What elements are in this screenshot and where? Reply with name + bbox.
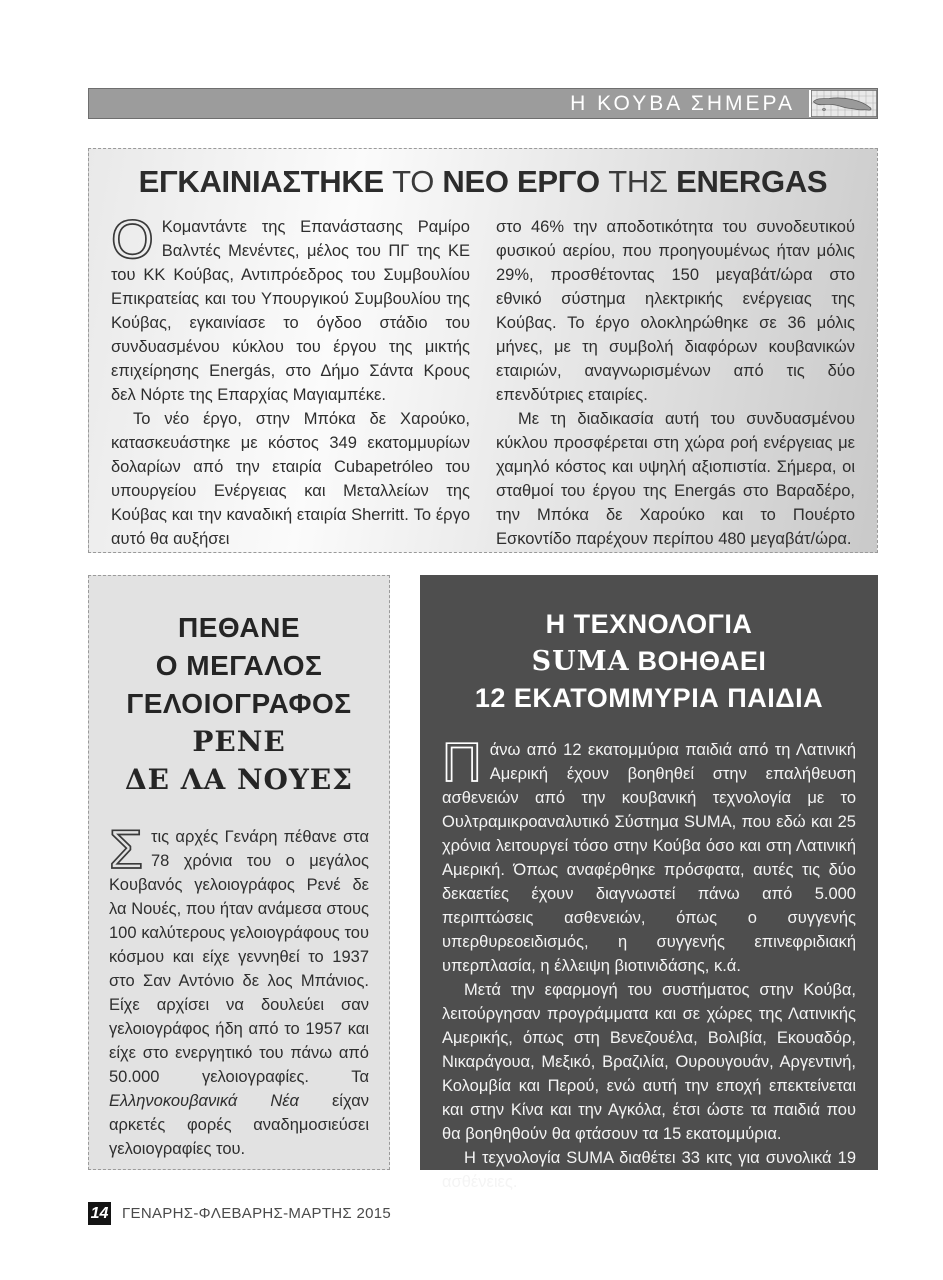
paragraph-text: τις αρχές Γενάρη πέθανε στα 78 χρόνια του ο μεγάλος Κουβανός γελοιογράφος Ρενέ δε λα Νουές, που ήταν ανάμεσα στους 100 καλύτερους γελοιογράφους του κόσμου και είχε γεννηθεί το 1937 στο Σαν Αντόνιο δε λος Μπάνιος. Είχε αρχίσει να δουλεύει σαν γελοιογράφος ήδη από το 1957 και είχε στο ενεργητικό του πάνω από 50.000 γελοιογραφίες. Τα (109, 828, 369, 1086)
paragraph (442, 731, 856, 978)
title-line: ΠΕΘΑΝΕ (177, 612, 301, 643)
issue-label: ΓΕΝΑΡΗΣ-ΦΛΕΒΑΡΗΣ-ΜΑΡΤΗΣ 2015 (122, 1205, 392, 1222)
article-cartoonist-body (89, 799, 389, 1161)
title-line: Η ΤΕΧΝΟΛΟΓΙΑ (545, 609, 753, 639)
title-line: ΡΕΝΕ (192, 725, 286, 758)
article-energas (88, 148, 878, 553)
title-line: ΔΕ ΛΑ ΝΟΥΕΣ (124, 763, 354, 796)
article-energas-title (89, 164, 877, 200)
section-header-title: Η ΚΟΥΒΑ ΣΗΜΕΡΑ (570, 91, 795, 115)
dropcap-letter: Σ (109, 818, 143, 880)
paragraph (111, 208, 470, 407)
title-line: 12 ΕΚΑΤΟΜΜΥΡΙΑ ΠΑΙΔΙΑ (474, 683, 824, 713)
article-suma-title (420, 606, 878, 717)
article-energas-column-1 (111, 208, 470, 551)
paragraph-text: είχαν αρκετές φορές αναδημοσιεύσει γελοιογραφίες του. (109, 1092, 369, 1158)
dropcap-letter: Ο (111, 208, 154, 270)
title-part: ΕΓΚΑΙΝΙΑΣΤΗΚΕ (138, 164, 393, 199)
title-part: ENERGAS (676, 164, 828, 199)
paragraph: στο 46% την αποδοτικότητα του συνοδευτικού φυσικού αερίου, που προηγουμένως ήταν μόλις 29%, προσθέτοντας 150 μεγαβάτ/ώρα στο εθνικό σύστημα ηλεκτρικής ενέργειας της Κούβας. Το έργο ολοκληρώθηκε σε 36 μόλις μήνες, με τη συμβολή διαφόρων κουβανικών εταιριών, αναγνωρισμένων από τις δύο επενδύτριες εταιρίες. (496, 218, 855, 404)
title-line: Ο ΜΕΓΑΛΟΣ (155, 650, 323, 681)
paragraph: Με τη διαδικασία αυτή του συνδυασμένου κύκλου προσφέρεται στη χώρα ροή ενέργειας με χαμηλό κόστος και υψηλή αξιοπιστία. Σήμερα, οι σταθμοί του έργου της Energás στο Βαραδέρο, την Μπόκα δε Χαρούκο και το Πουέρτο Εσκοντίδο παρέχουν περίπου 480 μεγαβάτ/ώρα. (496, 410, 855, 548)
paragraph (109, 818, 369, 1161)
article-cartoonist (88, 575, 390, 1170)
paragraph-text: Κομαντάντε της Επανάστασης Ραμίρο Βαλντές Μενέντες, μέλος του ΠΓ της ΚΕ του ΚΚ Κούβας, Αντιπρόεδρος του Συμβουλίου Επικρατείας και του Υπουργικού Συμβουλίου της Κούβας, εγκαινίασε το όγδοο στάδιο του συνδυασμένου κύκλου του έργου της μικτής επιχείρησης Energás, στο Δήμο Σάντα Κρους δελ Νόρτε της Επαρχίας Μαγιαμπέκε. (111, 218, 470, 404)
paragraph-text: άνω από 12 εκατομμύρια παιδιά από τη Λατινική Αμερική έχουν βοηθηθεί στην επαλήθευση ασθενειών από την κουβανική τεχνολογία με το Ουλτραμικροαναλυτικό Σύστημα SUMA, που εδώ και 25 χρόνια λειτουργεί τόσο στην Κούβα όσο και στη Λατινική Αμερική. Όπως αναφέρθηκε πρόσφατα, αυτές τις δύο δεκαετίες έχουν διαγνωστεί πάνω από 5.000 περιπτώσεις ασθενειών, όπως ο συγγενής υπερθυρεοειδισμός, η συγγενής επινεφριδιακή υπερπλασία, η έλλειψη βιοτινιδάσης, κ.ά. (442, 741, 856, 975)
dropcap-letter: Π (442, 731, 482, 793)
paragraph: Το νέο έργο, στην Μπόκα δε Χαρούκο, κατασκευάστηκε με κόστος 349 εκατομμυρίων δολαρίων από την εταιρία Cubapetróleo του υπουργείου Ενέργειας και Μεταλλείων της Κούβας και την καναδική εταιρία Sherritt. Το έργο αυτό θα αυξήσει (111, 410, 470, 548)
page-footer (88, 1202, 391, 1225)
article-suma-body (420, 717, 878, 1194)
section-header-bar (88, 88, 878, 119)
title-part: ΤΗΣ (608, 164, 677, 199)
paragraph: Μετά την εφαρμογή του συστήματος στην Κούβα, λειτούργησαν προγράμματα και σε χώρες της Λατινικής Αμερικής, όπως στη Βενεζουέλα, Βολιβία, Εκουαδόρ, Νικαράγουα, Μεξικό, Βραζιλία, Ουρουγουάν, Αργεντινή, Κολομβία και Περού, ενώ αυτή την εποχή επεκτείνεται και στην Κίνα και την Αγκόλα, έτσι ώστε τα παιδιά που θα βοηθηθούν θα φτάσουν τα 15 εκατομμύρια. (442, 981, 856, 1143)
title-line: ΓΕΛΟΙΟΓΡΑΦΟΣ (126, 688, 352, 719)
page-number-badge: 14 (88, 1202, 111, 1225)
title-part: ΝΕΟ ΕΡΓΟ (442, 164, 609, 199)
title-line (420, 643, 878, 680)
cuba-map-icon (809, 90, 877, 117)
article-energas-column-2 (496, 215, 855, 551)
article-energas-columns (89, 200, 877, 551)
article-cartoonist-title (89, 609, 389, 799)
paragraph: Η τεχνολογία SUMA διαθέτει 33 κιτς για συνολικά 19 ασθένειες. (442, 1149, 856, 1191)
article-suma (420, 575, 878, 1191)
title-slab-word: SUMA (531, 646, 630, 677)
title-part: ΤΟ (392, 164, 443, 199)
title-rest: ΒΟΗΘΑΕΙ (629, 646, 767, 676)
publication-name: Ελληνοκουβανικά Νέα (109, 1092, 299, 1110)
